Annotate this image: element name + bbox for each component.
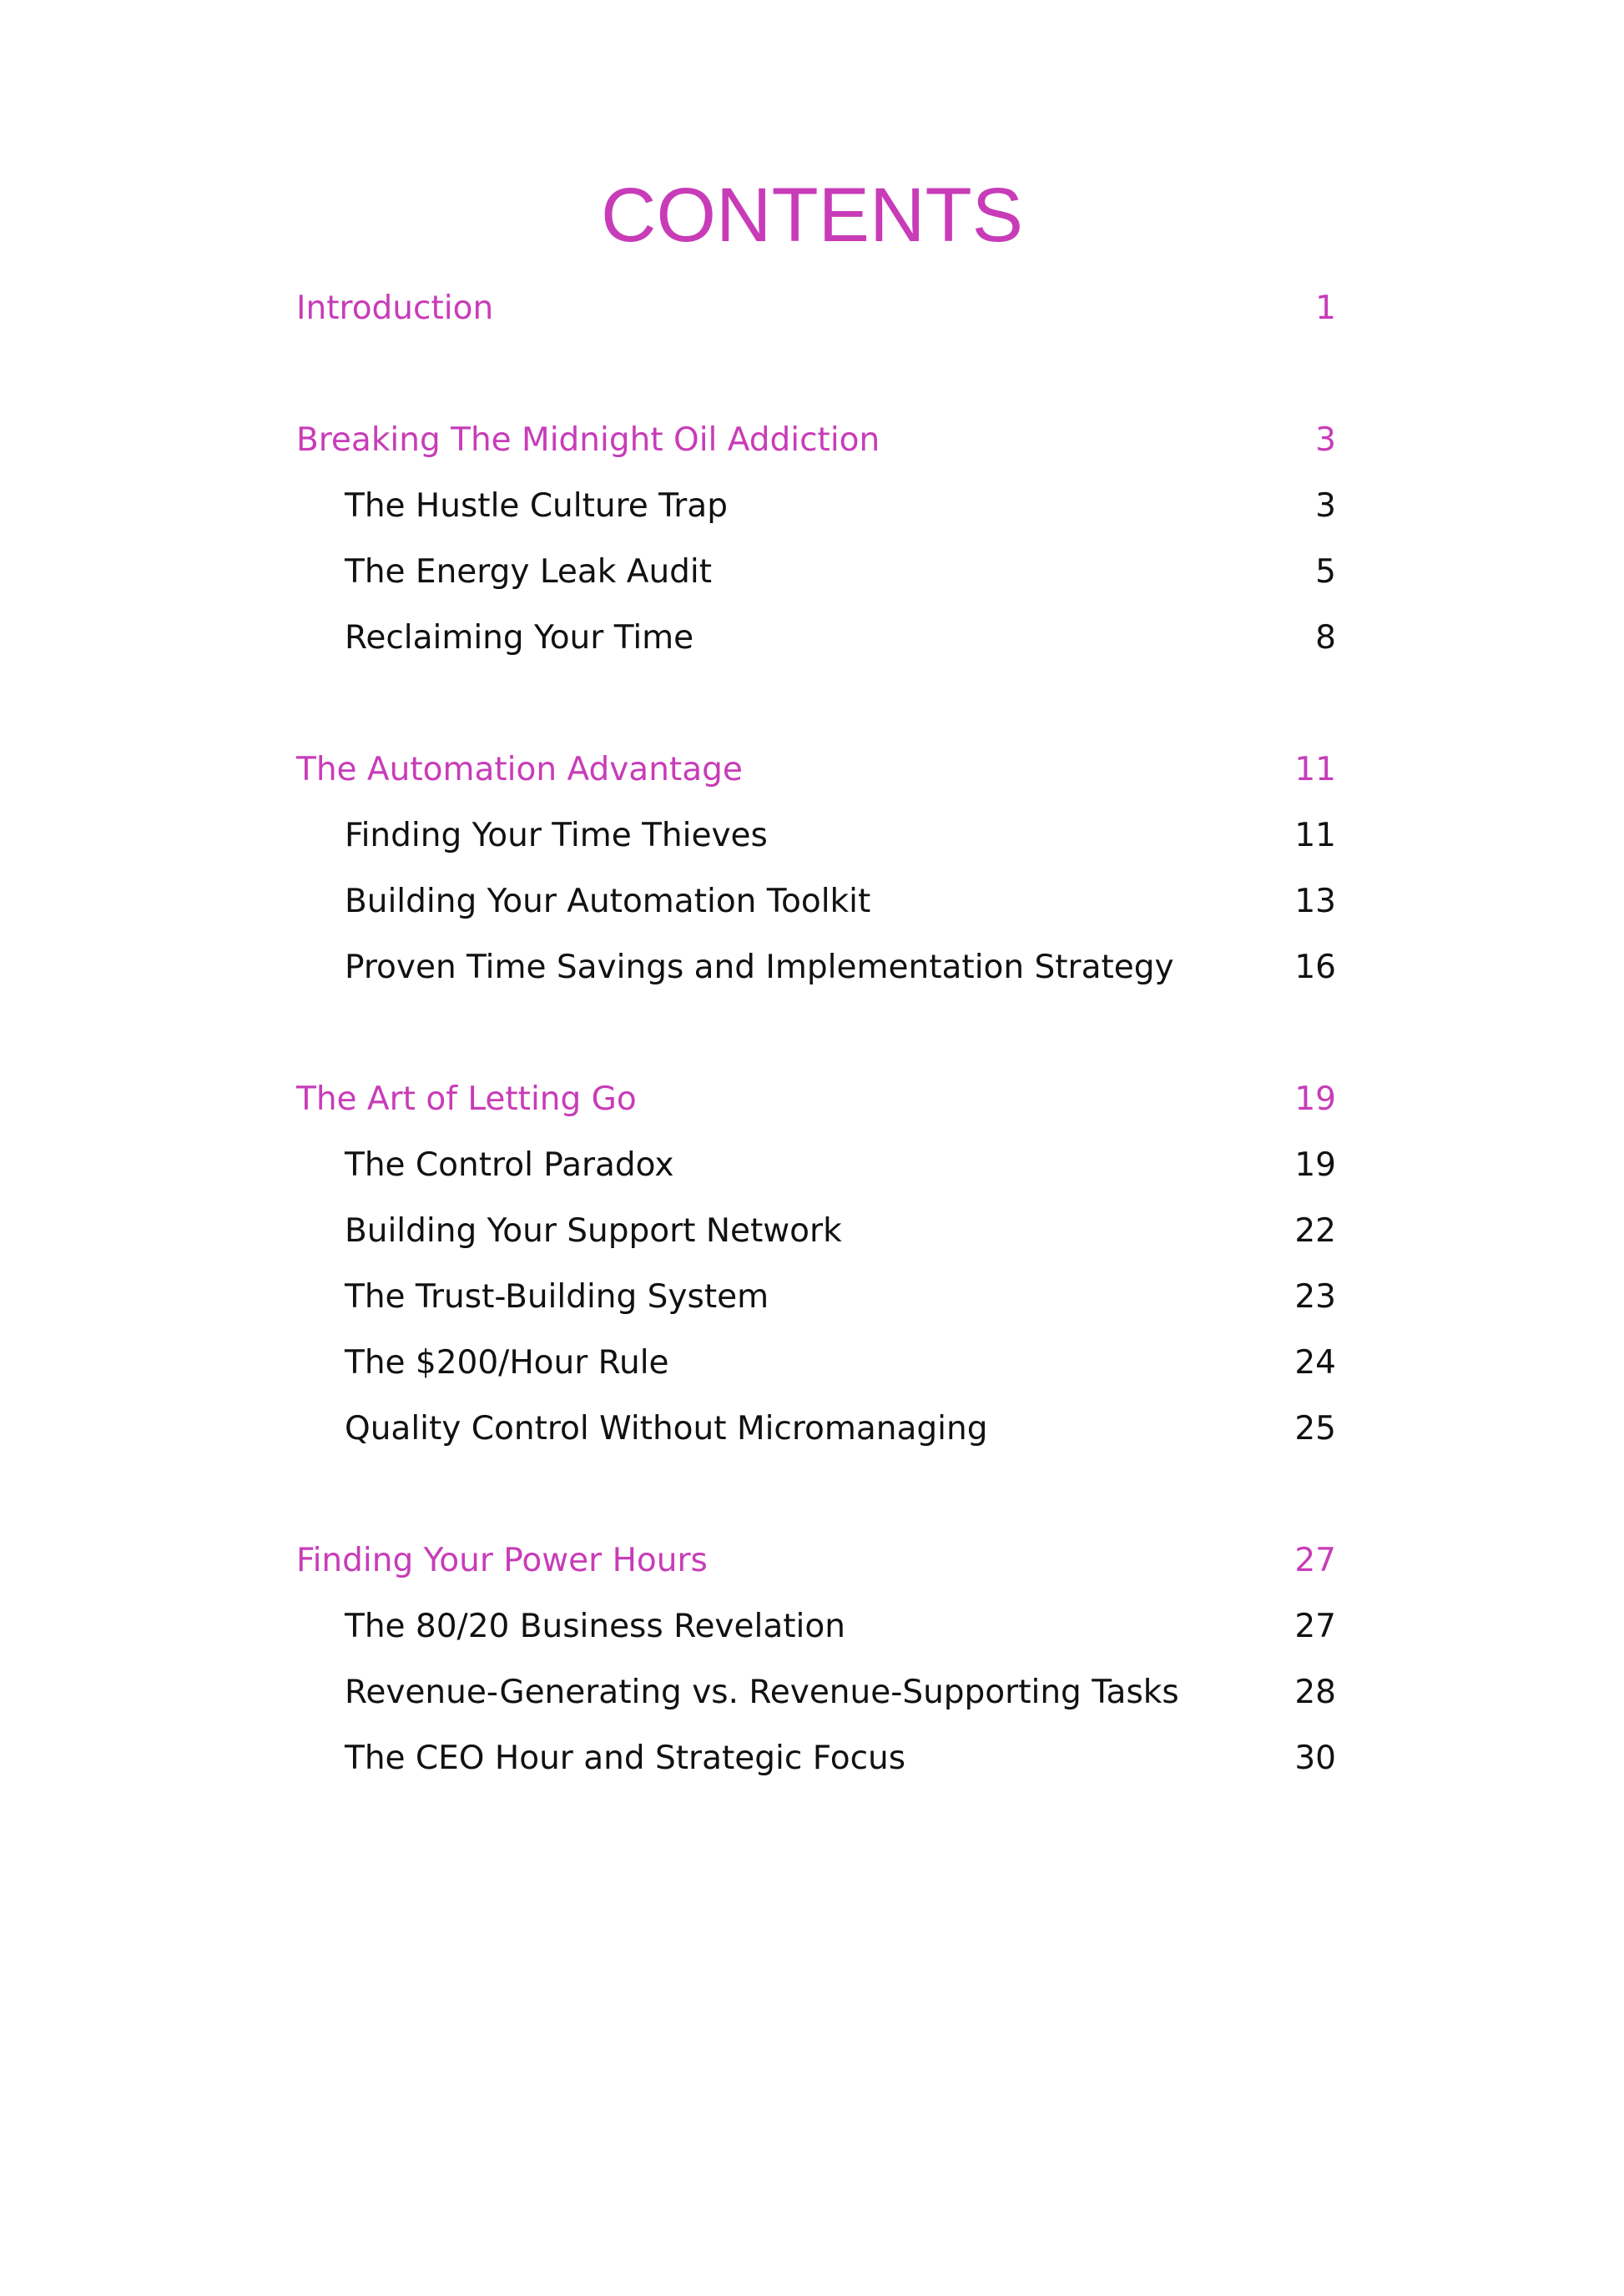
toc-subsection-entry[interactable] [296, 539, 1336, 605]
toc-section [296, 275, 1336, 341]
chapter-title: Finding Your Power Hours [296, 1542, 708, 1579]
subsection-page-number: 27 [1294, 1608, 1336, 1645]
toc-subsection-entry[interactable] [296, 869, 1336, 934]
toc-subsection-entry[interactable] [296, 473, 1336, 539]
subsection-page-number: 5 [1315, 553, 1336, 591]
subsection-title: The Trust-Building System [345, 1278, 769, 1316]
page-title: CONTENTS [601, 173, 1023, 258]
subsection-title: Proven Time Savings and Implementation Strategy [345, 949, 1174, 986]
toc-chapter-entry[interactable] [296, 407, 1336, 473]
chapter-title: Breaking The Midnight Oil Addiction [296, 421, 880, 459]
subsection-title: Finding Your Time Thieves [345, 817, 768, 854]
subsection-title: Building Your Automation Toolkit [345, 883, 871, 920]
toc-subsection-entry[interactable] [296, 1659, 1336, 1725]
subsection-page-number: 25 [1294, 1410, 1336, 1448]
toc-subsection-entry[interactable] [296, 1198, 1336, 1264]
subsection-page-number: 28 [1294, 1674, 1336, 1711]
subsection-page-number: 16 [1294, 949, 1336, 986]
chapter-page-number: 11 [1294, 751, 1336, 788]
toc-chapter-entry[interactable] [296, 1528, 1336, 1594]
toc-section [296, 1066, 1336, 1462]
subsection-page-number: 24 [1294, 1344, 1336, 1382]
toc-subsection-entry[interactable] [296, 934, 1336, 1000]
toc-subsection-entry[interactable] [296, 1396, 1336, 1462]
toc-subsection-entry[interactable] [296, 1725, 1336, 1791]
toc-chapter-entry[interactable] [296, 1066, 1336, 1132]
chapter-page-number: 19 [1294, 1080, 1336, 1118]
toc-subsection-entry[interactable] [296, 605, 1336, 671]
chapter-title: The Automation Advantage [296, 751, 743, 788]
toc-section [296, 407, 1336, 671]
subsection-page-number: 3 [1315, 487, 1336, 525]
subsection-page-number: 23 [1294, 1278, 1336, 1316]
toc-subsection-entry[interactable] [296, 1594, 1336, 1659]
chapter-page-number: 3 [1315, 421, 1336, 459]
toc-subsection-entry[interactable] [296, 1132, 1336, 1198]
subsection-title: The Energy Leak Audit [345, 553, 713, 591]
chapter-page-number: 1 [1315, 290, 1336, 327]
subsection-title: Revenue-Generating vs. Revenue-Supporting Tasks [345, 1674, 1179, 1711]
subsection-title: The $200/Hour Rule [345, 1344, 669, 1382]
toc-subsection-entry[interactable] [296, 1264, 1336, 1330]
subsection-title: The Hustle Culture Trap [345, 487, 728, 525]
subsection-title: The Control Paradox [345, 1146, 674, 1184]
subsection-page-number: 11 [1294, 817, 1336, 854]
subsection-title: Building Your Support Network [345, 1212, 842, 1250]
subsection-page-number: 22 [1294, 1212, 1336, 1250]
toc-section [296, 737, 1336, 1000]
toc-subsection-entry[interactable] [296, 1330, 1336, 1396]
chapter-page-number: 27 [1294, 1542, 1336, 1579]
subsection-title: Quality Control Without Micromanaging [345, 1410, 988, 1448]
subsection-title: Reclaiming Your Time [345, 619, 694, 657]
subsection-page-number: 8 [1315, 619, 1336, 657]
chapter-title: Introduction [296, 290, 494, 327]
subsection-page-number: 19 [1294, 1146, 1336, 1184]
subsection-page-number: 13 [1294, 883, 1336, 920]
toc-subsection-entry[interactable] [296, 803, 1336, 869]
toc-section [296, 1528, 1336, 1791]
subsection-page-number: 30 [1294, 1740, 1336, 1777]
chapter-title: The Art of Letting Go [296, 1080, 637, 1118]
toc-chapter-entry[interactable] [296, 737, 1336, 803]
subsection-title: The CEO Hour and Strategic Focus [345, 1740, 906, 1777]
subsection-title: The 80/20 Business Revelation [345, 1608, 845, 1645]
toc-chapter-entry[interactable] [296, 275, 1336, 341]
table-of-contents [296, 275, 1336, 1857]
